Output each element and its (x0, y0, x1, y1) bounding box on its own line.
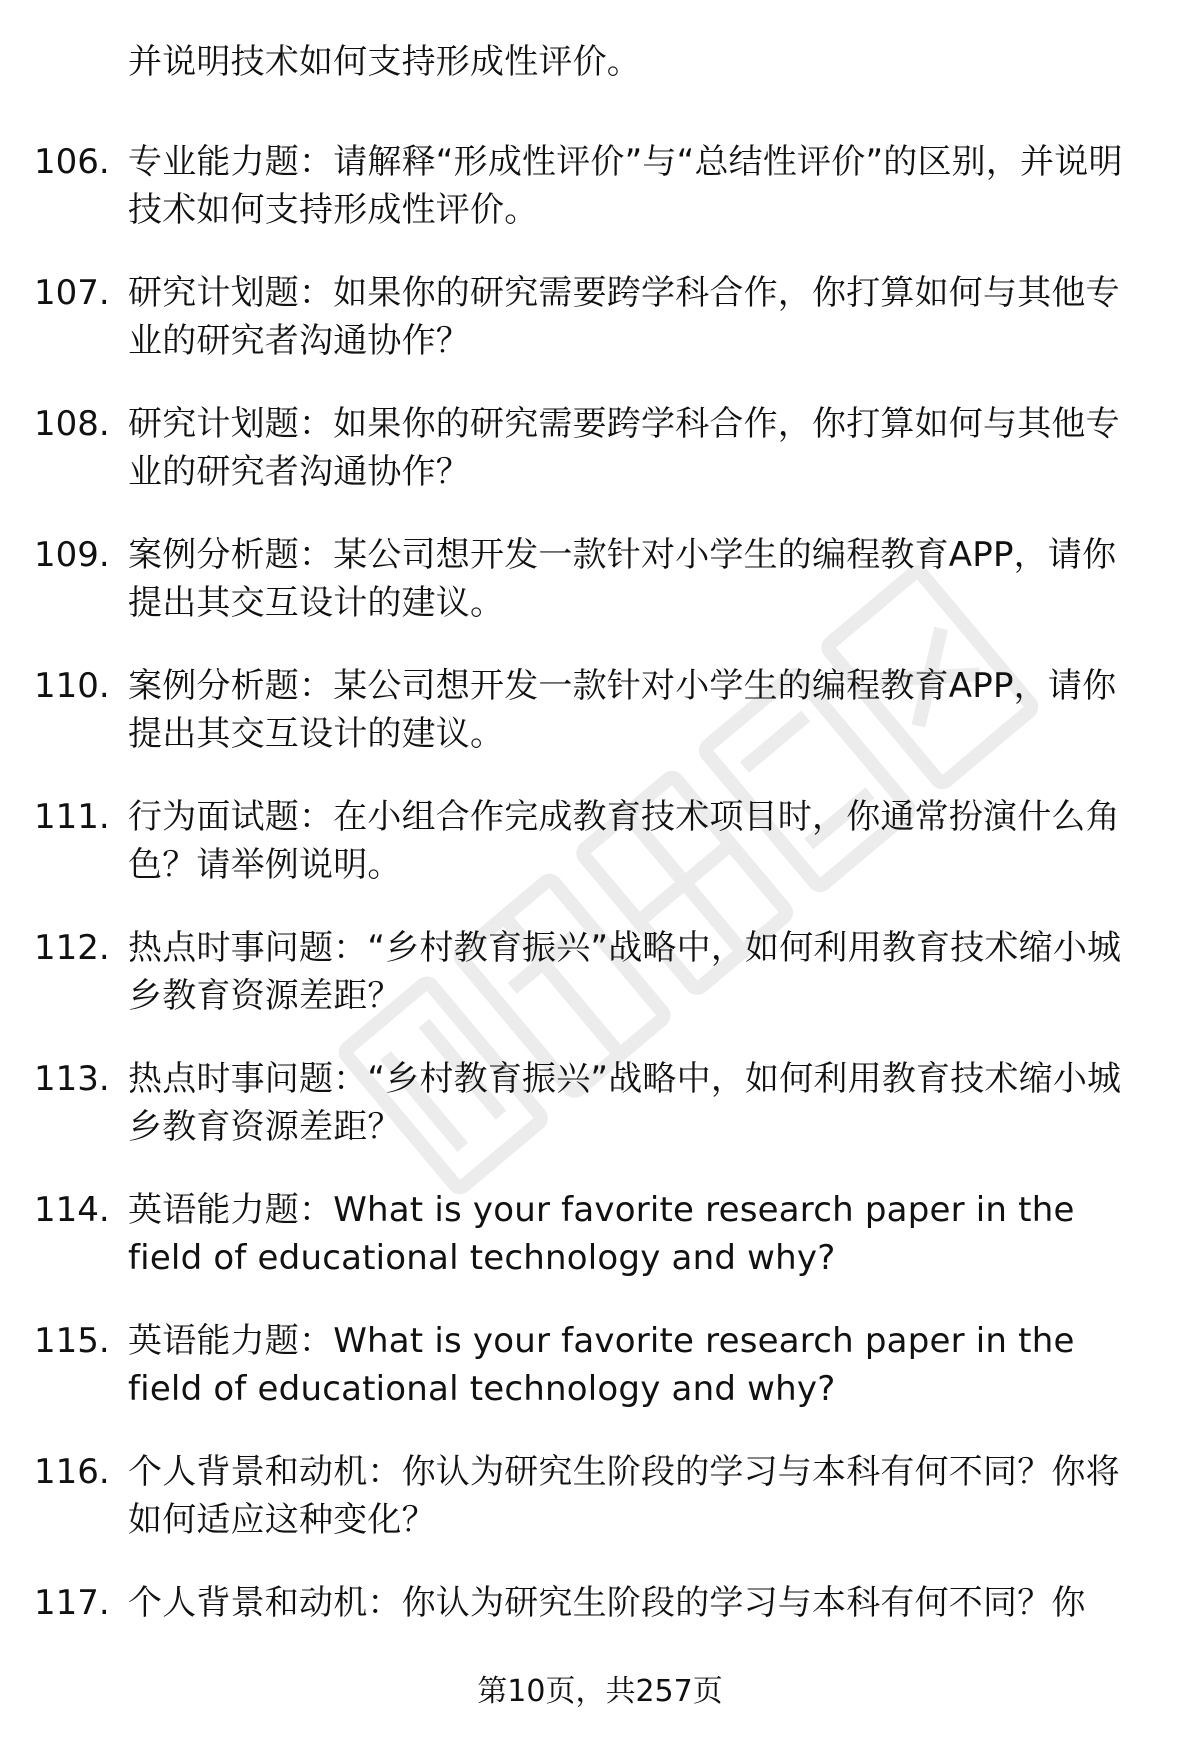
item-number: 109. (34, 535, 110, 575)
item-number: 110. (34, 666, 110, 706)
list-item (0, 138, 1200, 269)
item-number: 115. (34, 1321, 110, 1361)
item-number: 108. (34, 404, 110, 444)
list-item (0, 1055, 1200, 1186)
item-text: 研究计划题：如果你的研究需要跨学科合作，你打算如何与其他专业的研究者沟通协作？ (128, 404, 1120, 492)
item-number: 106. (34, 142, 110, 182)
list-item (0, 924, 1200, 1055)
question-list (0, 38, 1200, 1710)
item-number: 117. (34, 1583, 110, 1623)
list-item-continuation (0, 38, 1200, 138)
item-number: 116. (34, 1452, 110, 1492)
item-text: 案例分析题：某公司想开发一款针对小学生的编程教育APP，请你提出其交互设计的建议。 (128, 535, 1117, 623)
item-text: 热点时事问题：“乡村教育振兴”战略中，如何利用教育技术缩小城乡教育资源差距？ (128, 928, 1122, 1016)
list-item (0, 400, 1200, 531)
list-item (0, 793, 1200, 924)
item-text: 个人背景和动机：你认为研究生阶段的学习与本科有何不同？你 (128, 1583, 1086, 1623)
list-item (0, 1317, 1200, 1448)
item-text: 案例分析题：某公司想开发一款针对小学生的编程教育APP，请你提出其交互设计的建议。 (128, 666, 1117, 754)
item-number: 113. (34, 1059, 110, 1099)
item-text: 行为面试题：在小组合作完成教育技术项目时，你通常扮演什么角色？请举例说明。 (128, 797, 1120, 885)
item-number: 111. (34, 797, 110, 837)
item-text: 专业能力题：请解释“形成性评价”与“总结性评价”的区别，并说明技术如何支持形成性评价。 (128, 142, 1123, 230)
item-text: 个人背景和动机：你认为研究生阶段的学习与本科有何不同？你将如何适应这种变化？ (128, 1452, 1120, 1540)
item-number: 112. (34, 928, 110, 968)
list-item (0, 662, 1200, 793)
page-number-footer: 第10页，共257页 (477, 1674, 723, 1709)
list-item (0, 269, 1200, 400)
item-text: 热点时事问题：“乡村教育振兴”战略中，如何利用教育技术缩小城乡教育资源差距？ (128, 1059, 1122, 1147)
item-text: 并说明技术如何支持形成性评价。 (128, 42, 641, 82)
item-text: 英语能力题：What is your favorite research paper in the field of educational technology and why? (128, 1190, 1075, 1278)
list-item (0, 1186, 1200, 1317)
item-text: 英语能力题：What is your favorite research paper in the field of educational technology and why? (128, 1321, 1075, 1409)
item-text: 研究计划题：如果你的研究需要跨学科合作，你打算如何与其他专业的研究者沟通协作？ (128, 273, 1120, 361)
item-number: 114. (34, 1190, 110, 1230)
item-number: 107. (34, 273, 110, 313)
list-item (0, 1448, 1200, 1579)
list-item (0, 531, 1200, 662)
